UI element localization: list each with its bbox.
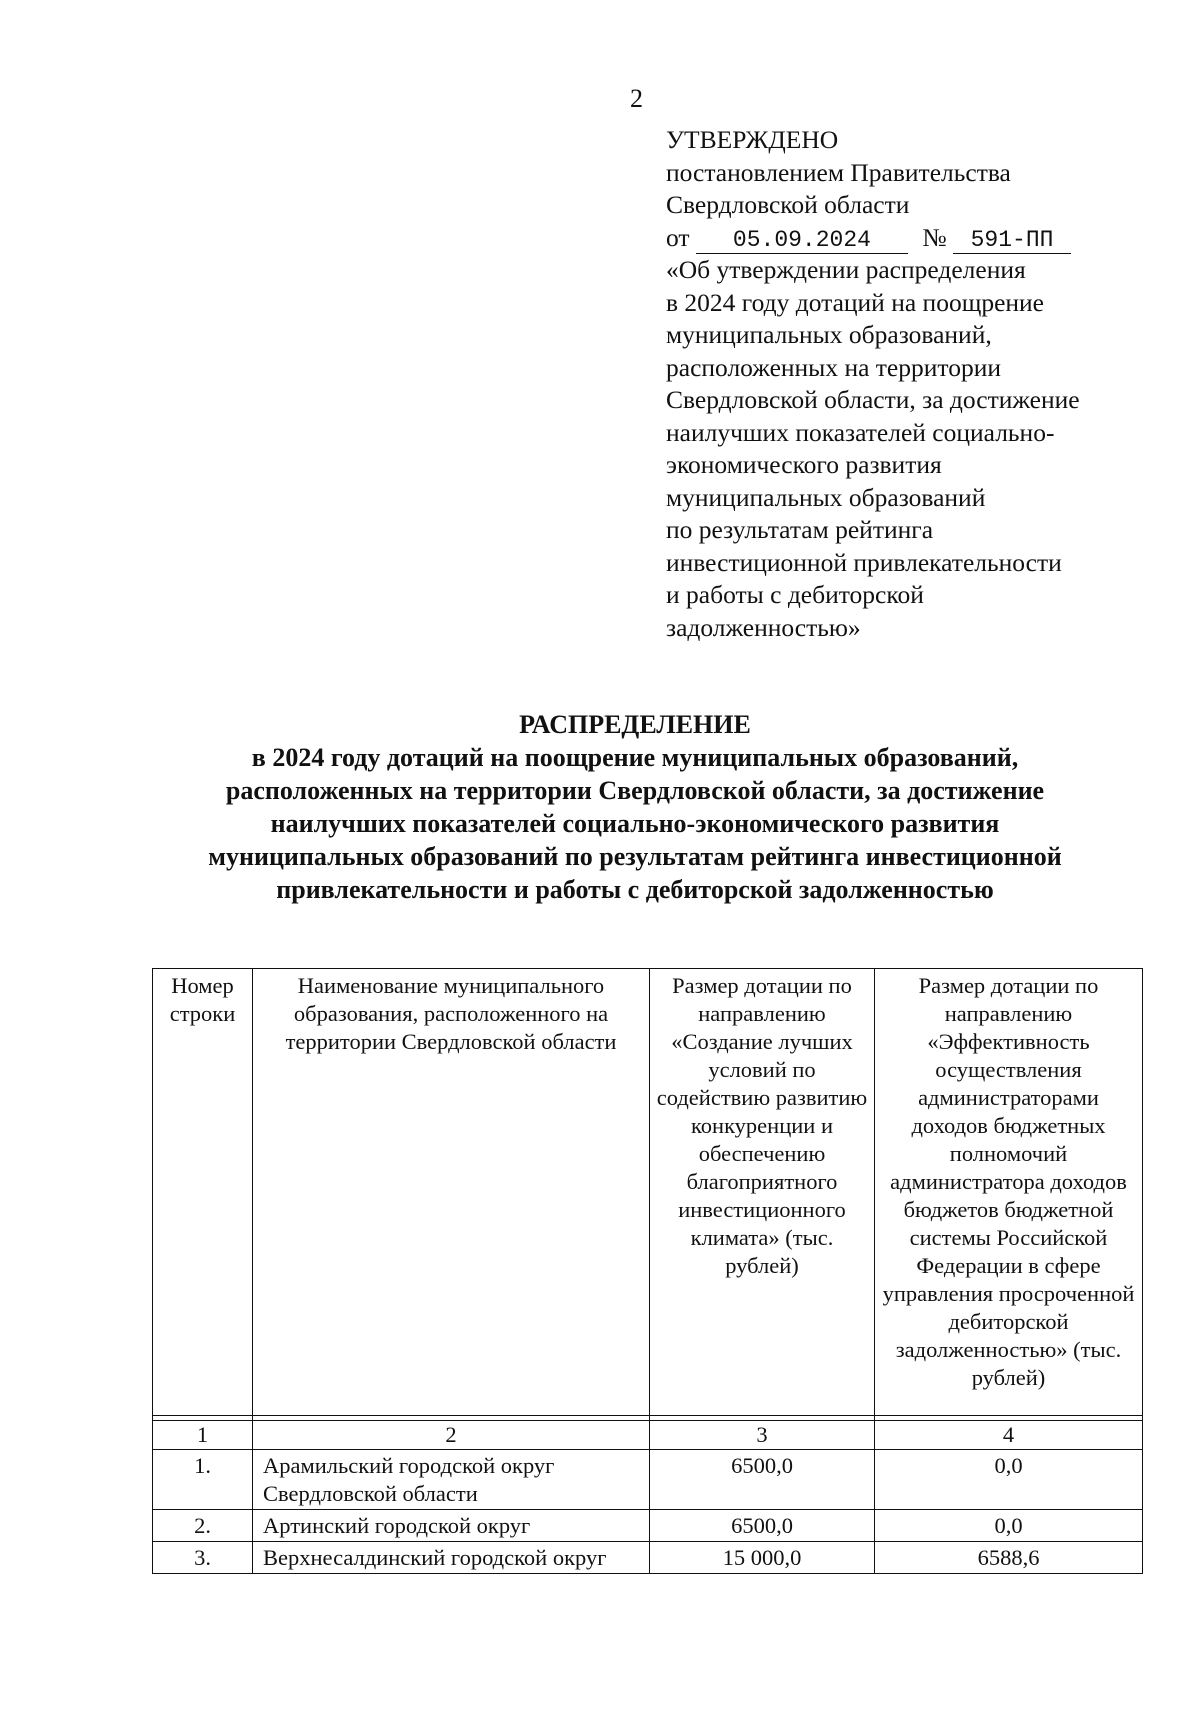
title-line: муниципальных образований по результатам рейтинга инвестиционной bbox=[208, 842, 1062, 871]
subject-line: Свердловской области, за достижение bbox=[666, 385, 1080, 414]
table-header-row bbox=[153, 969, 1143, 1416]
subject-line: инвестиционной привлекательности bbox=[666, 547, 1062, 577]
subject-line: расположенных на территории bbox=[666, 352, 1001, 382]
subject-line: муниципальных образований bbox=[666, 482, 986, 512]
subject-line: и работы с дебиторской bbox=[666, 580, 924, 609]
approval-number: 591-ПП bbox=[953, 227, 1071, 254]
receivables-subsidy-value: 0,0 bbox=[875, 1450, 1143, 1510]
header-receivables-subsidy: Размер дотации по направлению «Эффективность осуществления администраторами доходов бюджетных полномочий администратора доходов бюджетов бюджетной системы Российской Федерации в сфере управления просроченной дебиторской задолженностью» (тыс. рублей) bbox=[875, 969, 1143, 1416]
number-prefix: № bbox=[922, 222, 947, 252]
header-municipality-name: Наименование муниципального образования, расположенного на территории Свердловской области bbox=[253, 969, 650, 1416]
competition-subsidy-value: 6500,0 bbox=[650, 1450, 875, 1510]
subject-line: задолженностью» bbox=[666, 612, 861, 642]
receivables-subsidy-value: 0,0 bbox=[875, 1510, 1143, 1542]
title-line: привлекательности и работы с дебиторской задолженностью bbox=[276, 875, 994, 904]
approval-date: 05.09.2024 bbox=[696, 227, 908, 254]
date-prefix: от bbox=[666, 222, 690, 252]
subject-line: наилучших показателей социально- bbox=[666, 417, 1055, 447]
approval-block bbox=[666, 124, 1176, 644]
table-row bbox=[153, 1510, 1143, 1542]
subject-line: по результатам рейтинга bbox=[666, 515, 934, 544]
competition-subsidy-value: 15 000,0 bbox=[650, 1542, 875, 1574]
column-index: 4 bbox=[875, 1421, 1143, 1450]
table-row bbox=[153, 1450, 1143, 1510]
approved-label: УТВЕРЖДЕНО bbox=[666, 125, 839, 154]
header-row-number: Номер строки bbox=[153, 969, 253, 1416]
column-index-row bbox=[153, 1421, 1143, 1450]
distribution-table-wrapper bbox=[152, 968, 1142, 1574]
subject-line: «Об утверждении распределения bbox=[666, 255, 1026, 284]
title-heading: РАСПРЕДЕЛЕНИЕ bbox=[519, 710, 751, 739]
approval-line-1: постановлением Правительства bbox=[666, 157, 1011, 187]
approval-line-2: Свердловской области bbox=[666, 190, 910, 219]
competition-subsidy-value: 6500,0 bbox=[650, 1510, 875, 1542]
table-row bbox=[153, 1542, 1143, 1574]
row-number: 1. bbox=[153, 1450, 253, 1510]
approval-date-line bbox=[666, 222, 1176, 255]
subject-line: в 2024 году дотаций на поощрение bbox=[666, 287, 1045, 317]
column-index: 1 bbox=[153, 1421, 253, 1450]
subject-line: муниципальных образований, bbox=[666, 320, 992, 349]
receivables-subsidy-value: 6588,6 bbox=[875, 1542, 1143, 1574]
subject-line: экономического развития bbox=[666, 450, 942, 479]
column-index: 2 bbox=[253, 1421, 650, 1450]
title-line: в 2024 году дотаций на поощрение муниципальных образований, bbox=[251, 743, 1019, 772]
column-index: 3 bbox=[650, 1421, 875, 1450]
title-line: расположенных на территории Свердловской области, за достижение bbox=[225, 776, 1045, 805]
row-number: 2. bbox=[153, 1510, 253, 1542]
municipality-name: Артинский городской округ bbox=[253, 1510, 650, 1542]
distribution-table bbox=[152, 968, 1143, 1574]
municipality-name: Верхнесалдинский городской округ bbox=[253, 1542, 650, 1574]
header-competition-subsidy: Размер дотации по направлению «Создание лучших условий по содействию развитию конкуренции и обеспечению благоприятного инвестиционного климата» (тыс. рублей) bbox=[650, 969, 875, 1416]
municipality-name: Арамильский городской округ Свердловской области bbox=[253, 1450, 650, 1510]
title-line: наилучших показателей социально-экономического развития bbox=[270, 809, 1000, 838]
row-number: 3. bbox=[153, 1542, 253, 1574]
page-number: 2 bbox=[630, 84, 643, 113]
document-title bbox=[150, 708, 1120, 906]
